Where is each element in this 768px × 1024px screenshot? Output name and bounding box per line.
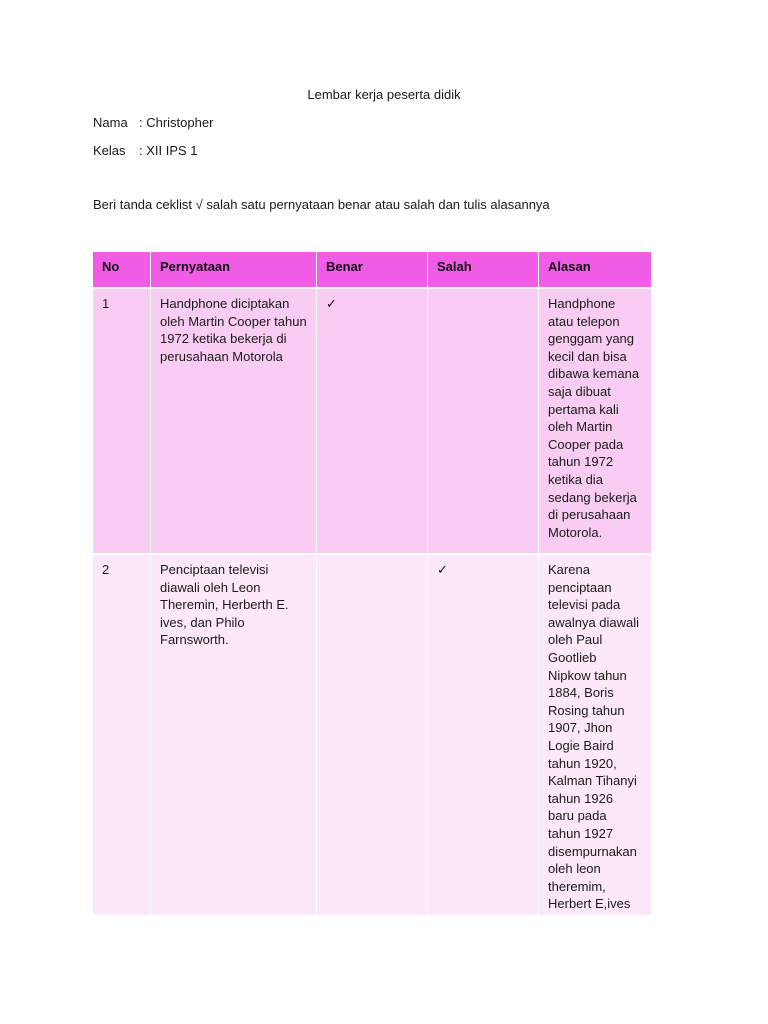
- name-row: [93, 115, 213, 130]
- cell-pernyataan: Handphone diciptakan oleh Martin Cooper tahun 1972 ketika bekerja di perusahaan Motorola: [151, 289, 317, 555]
- cell-alasan: Karena penciptaan televisi pada awalnya diawali oleh Paul Gootlieb Nipkow tahun 1884, Boris Rosing tahun 1907, Jhon Logie Baird tahun 1920, Kalman Tihanyi tahun 1926 baru pada tahun 1927 disempurnakan oleh leon theremim, Herbert E,ives: [539, 555, 651, 917]
- header-pernyataan: Pernyataan: [151, 252, 317, 289]
- cell-salah: [428, 289, 539, 555]
- class-row: [93, 143, 198, 158]
- cell-benar-checkmark: ✓: [317, 289, 428, 555]
- table-row: [93, 289, 651, 555]
- page-title: Lembar kerja peserta didik: [307, 87, 461, 102]
- instruction-text: Beri tanda ceklist √ salah satu pernyataan benar atau salah dan tulis alasannya: [93, 197, 550, 212]
- table-row: [93, 555, 651, 917]
- table-header-row: [93, 252, 651, 289]
- header-benar: Benar: [317, 252, 428, 289]
- cell-salah-checkmark: ✓: [428, 555, 539, 917]
- class-label: Kelas: [93, 143, 126, 158]
- cell-alasan: Handphone atau telepon genggam yang kecil dan bisa dibawa kemana saja dibuat pertama kali oleh Martin Cooper pada tahun 1972 ketika dia sedang bekerja di perusahaan Motorola.: [539, 289, 651, 555]
- header-no: No: [93, 252, 151, 289]
- header-salah: Salah: [428, 252, 539, 289]
- name-label: Nama: [93, 115, 128, 130]
- name-value: : Christopher: [139, 115, 214, 130]
- class-value: : XII IPS 1: [139, 143, 198, 158]
- cell-no: 1: [93, 289, 151, 555]
- cell-benar: [317, 555, 428, 917]
- statement-table: [93, 252, 651, 917]
- cell-no: 2: [93, 555, 151, 917]
- header-alasan: Alasan: [539, 252, 651, 289]
- cell-pernyataan: Penciptaan televisi diawali oleh Leon Theremin, Herberth E. ives, dan Philo Farnsworth.: [151, 555, 317, 917]
